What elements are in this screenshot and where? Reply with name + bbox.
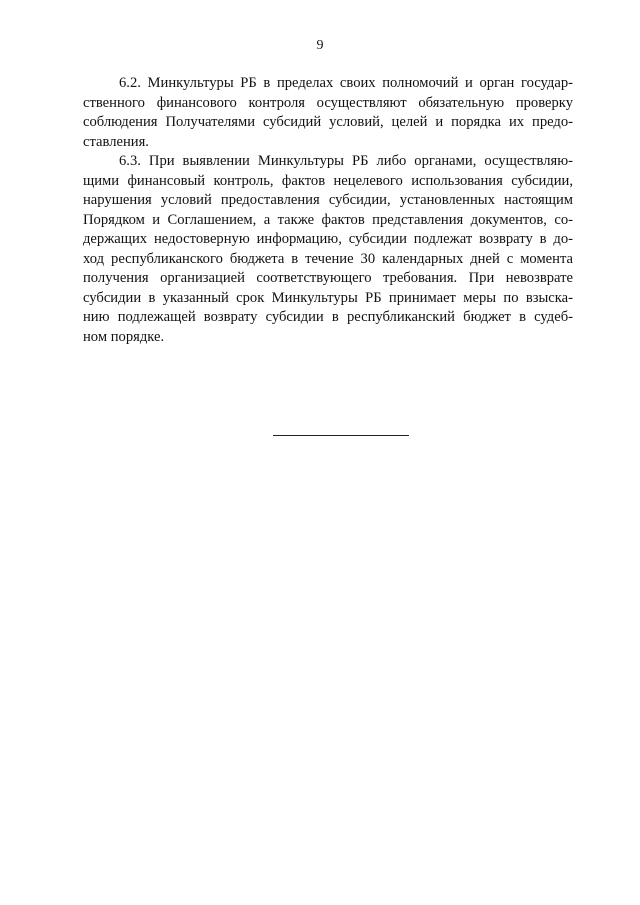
text-line: ставления. — [83, 133, 149, 150]
text-line: держащих недостоверную информацию, субсидии подлежат возврату в до- — [83, 231, 573, 247]
text-line: ственного финансового контроля осуществляют обязательную проверку — [83, 94, 573, 111]
text-line: 6.2. Минкультуры РБ в пределах своих полномочий и орган государ- — [119, 75, 573, 91]
text-line: 6.3. При выявлении Минкультуры РБ либо органами, осуществляю- — [119, 153, 573, 169]
text-line: получения организацией соответствующего требования. При невозврате — [83, 270, 573, 286]
document-body — [83, 74, 573, 347]
end-separator-line — [273, 435, 409, 436]
page-number: 9 — [316, 38, 324, 53]
paragraph-6-3 — [83, 152, 573, 347]
text-line: ход республиканского бюджета в течение 30 календарных дней с момента — [83, 250, 573, 267]
text-line: нию подлежащей возврату субсидии в республиканский бюджет в судеб- — [83, 309, 573, 325]
paragraph-6-2 — [83, 74, 573, 152]
text-line: щими финансовый контроль, фактов нецелевого использования субсидии, — [83, 172, 573, 189]
text-line: ном порядке. — [83, 328, 165, 345]
text-line: субсидии в указанный срок Минкультуры РБ принимает меры по взыска- — [83, 289, 573, 306]
text-line: Порядком и Соглашением, а также фактов представления документов, со- — [83, 211, 573, 228]
text-line: нарушения условий предоставления субсидии, установленных настоящим — [83, 192, 573, 208]
text-line: соблюдения Получателями субсидий условий, целей и порядка их предо- — [83, 114, 573, 130]
